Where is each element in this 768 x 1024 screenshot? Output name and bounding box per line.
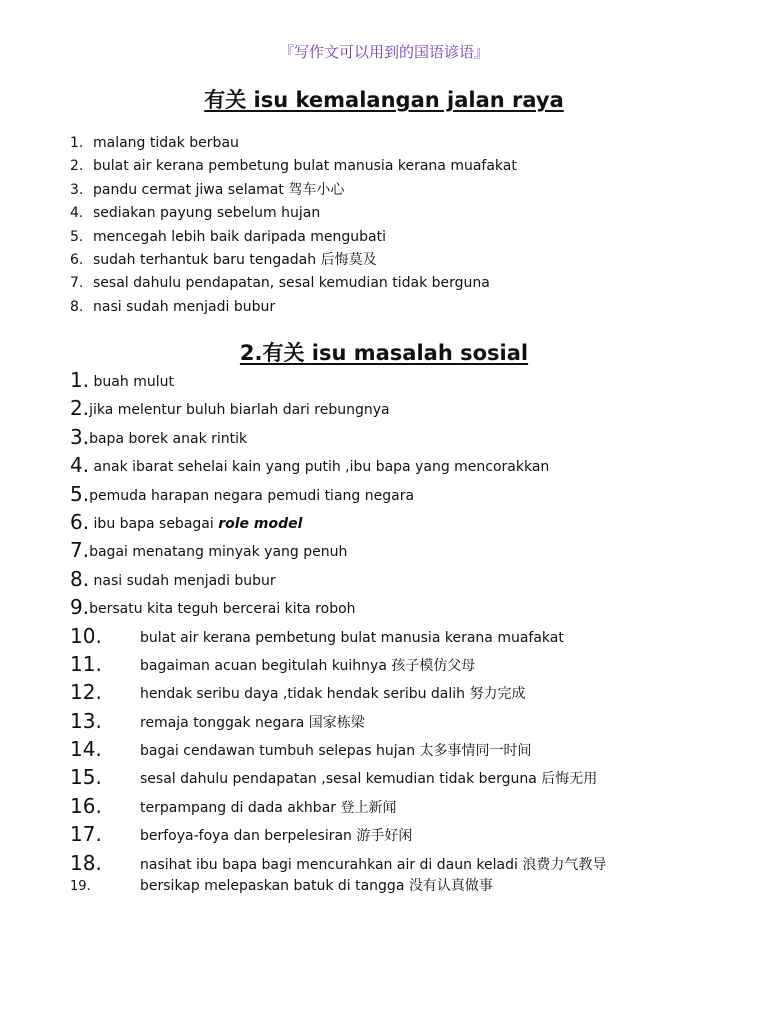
item-text: nasi sudah menjadi bubur (93, 298, 276, 315)
item-number: 3. (70, 424, 90, 449)
item-text: bulat air kerana pembetung bulat manusia kerana muafakat (140, 629, 564, 646)
item-number: 2. (70, 396, 90, 421)
item-text: bersatu kita teguh bercerai kita roboh (89, 601, 356, 618)
item-number: 16. (70, 793, 102, 818)
item-text: terpampang di dada akhbar 登上新闻 (140, 799, 397, 816)
list-item (70, 202, 517, 225)
section-1-title: 有关 isu kemalangan jalan raya (204, 88, 564, 112)
item-text: mencegah lebih baik daripada mengubati (93, 228, 386, 245)
item-number: 3. (70, 181, 84, 198)
item-number: 2. (70, 158, 84, 175)
section-2-title: 2.有关 isu masalah sosial (239, 341, 529, 365)
list-item (70, 877, 606, 895)
item-number: 6. (70, 251, 84, 268)
item-text: jika melentur buluh biarlah dari rebungnya (89, 402, 390, 419)
item-number: 1. (70, 135, 84, 151)
item-number: 8. (70, 566, 90, 591)
item-number: 10. (70, 623, 102, 648)
item-number: 12. (70, 680, 102, 705)
item-text: bersikap melepaskan batuk di tangga 没有认真做事 (140, 878, 493, 895)
item-text: sesal dahulu pendapatan, sesal kemudian tidak berguna (93, 275, 490, 292)
section-2-list (70, 366, 606, 895)
list-item (70, 451, 606, 479)
section-1-list (70, 132, 517, 319)
item-text: malang tidak berbau (93, 135, 239, 151)
list-item (70, 249, 517, 272)
item-number: 19. (70, 879, 91, 895)
item-text: pandu cermat jiwa selamat 驾车小心 (93, 181, 345, 198)
item-text: pemuda harapan negara pemudi tiang negara (89, 487, 415, 504)
item-text: nasi sudah menjadi bubur (93, 572, 276, 589)
list-item (70, 735, 606, 763)
list-item (70, 480, 606, 508)
item-number: 4. (70, 453, 90, 478)
list-item (70, 423, 606, 451)
list-item (70, 296, 517, 319)
item-number: 9. (70, 595, 90, 620)
item-number: 4. (70, 205, 84, 222)
item-text: remaja tonggak negara 国家栋梁 (140, 714, 365, 731)
item-text: sudah terhantuk baru tengadah 后悔莫及 (93, 251, 377, 268)
item-number: 1. (70, 368, 90, 392)
item-text: bulat air kerana pembetung bulat manusia kerana muafakat (93, 158, 517, 175)
list-item (70, 820, 606, 848)
list-item (70, 179, 517, 202)
item-text: bagaiman acuan begitulah kuihnya 孩子模仿父母 (140, 657, 476, 674)
item-text: buah mulut (93, 374, 174, 390)
item-number: 8. (70, 298, 84, 315)
item-text: sediakan payung sebelum hujan (93, 205, 321, 222)
list-item (70, 593, 606, 621)
item-text: bagai cendawan tumbuh selepas hujan 太多事情同一时间 (140, 743, 532, 760)
list-item (70, 132, 517, 155)
list-item (70, 763, 606, 791)
list-item (70, 707, 606, 735)
item-text: nasihat ibu bapa bagi mencurahkan air di daun keladi 浪费力气教导 (140, 856, 607, 873)
list-item (70, 792, 606, 820)
list-item (70, 226, 517, 249)
item-number: 7. (70, 538, 90, 563)
list-item (70, 650, 606, 678)
list-item (70, 508, 606, 536)
item-number: 6. (70, 509, 90, 534)
list-item (70, 536, 606, 564)
item-number: 14. (70, 737, 102, 762)
item-number: 18. (70, 850, 102, 875)
item-number: 15. (70, 765, 102, 790)
item-number: 11. (70, 651, 102, 676)
item-text: berfoya-foya dan berpelesiran 游手好闲 (140, 828, 413, 845)
list-item (70, 622, 606, 650)
item-number: 7. (70, 275, 84, 292)
list-item (70, 272, 517, 295)
list-item (70, 366, 606, 394)
item-number: 5. (70, 228, 84, 245)
list-item (70, 849, 606, 877)
item-text: anak ibarat sehelai kain yang putih ,ibu bapa yang mencorakkan (93, 459, 550, 476)
item-emphasis: role model (218, 515, 303, 532)
item-number: 13. (70, 708, 102, 733)
list-item (70, 678, 606, 706)
list-item (70, 565, 606, 593)
item-text: ibu bapa sebagai (93, 515, 219, 532)
item-text: bapa borek anak rintik (89, 430, 248, 447)
item-text: bagai menatang minyak yang penuh (89, 544, 348, 561)
item-text: hendak seribu daya ,tidak hendak seribu dalih 努力完成 (140, 686, 526, 703)
document-header: 『写作文可以用到的国语谚语』 (278, 43, 489, 61)
item-text: sesal dahulu pendapatan ,sesal kemudian tidak berguna 后悔无用 (140, 771, 598, 788)
item-number: 5. (70, 481, 90, 506)
list-item (70, 155, 517, 178)
item-number: 17. (70, 822, 102, 847)
list-item (70, 394, 606, 422)
